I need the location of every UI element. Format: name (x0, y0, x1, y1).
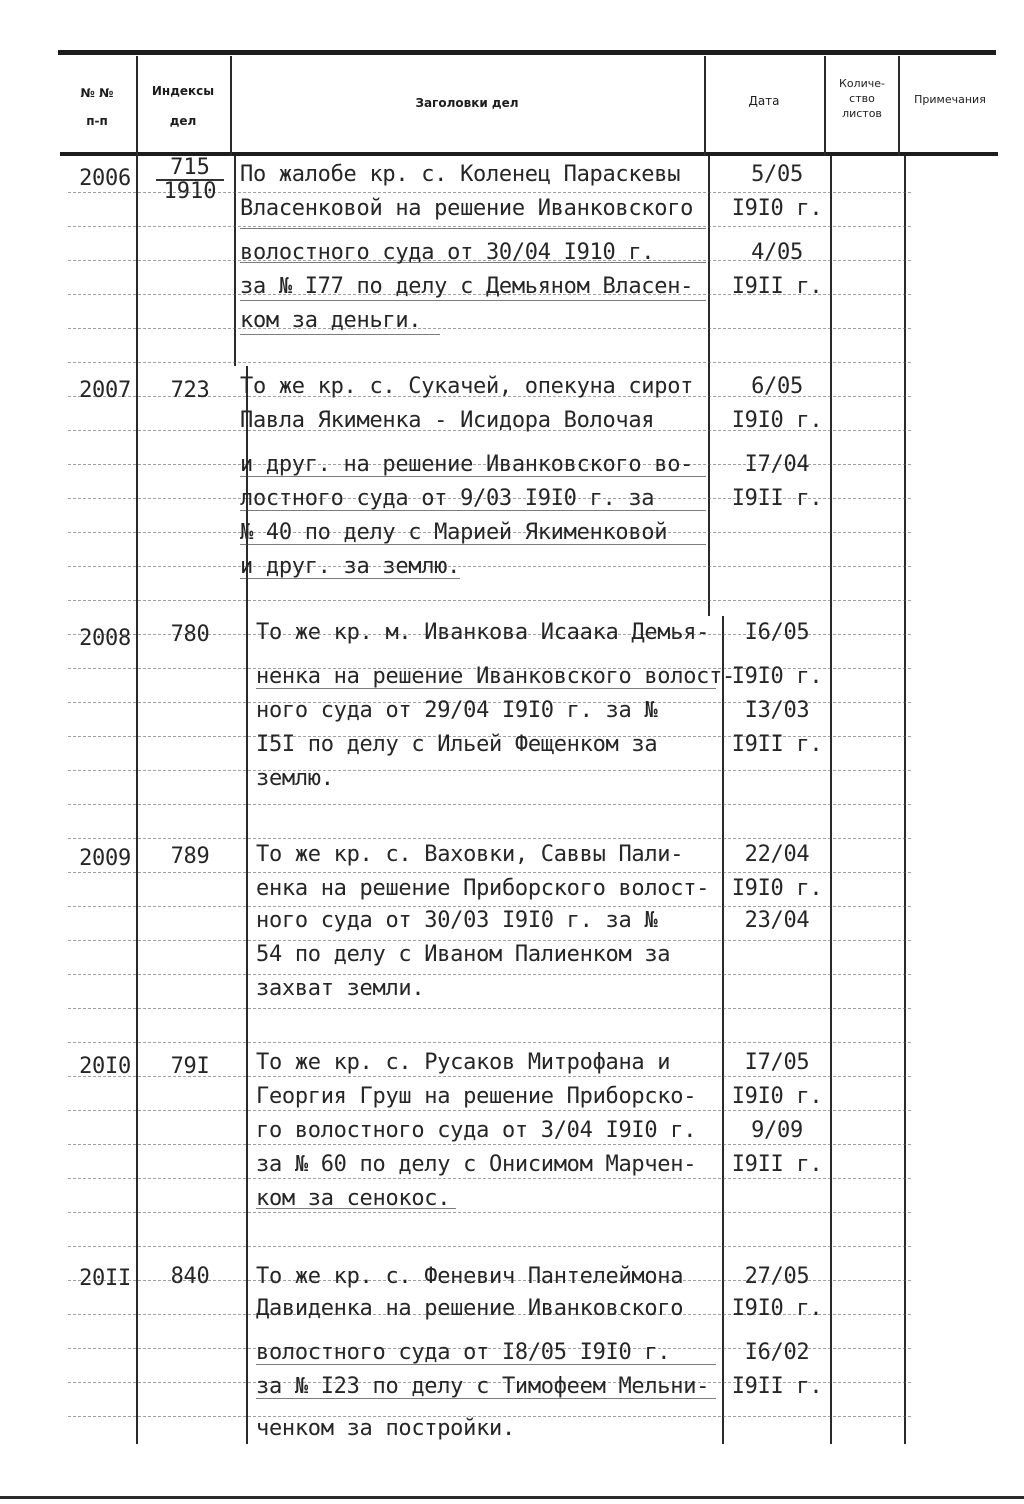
entry-date: 5/05 (751, 162, 803, 187)
entry-title-line: То же кр. с. Ваховки, Саввы Пали- (256, 842, 684, 867)
text-underline (240, 228, 706, 229)
entry-title-line: 54 по делу с Иваном Палиенком за (256, 942, 671, 967)
entry-date: I9I0 г. (731, 408, 823, 433)
entry-title-line: лостного суда от 9/03 I9I0 г. за (240, 486, 655, 511)
entry-title-line: Давиденка на решение Иванковского (256, 1296, 684, 1321)
entry-date: 22/04 (744, 842, 810, 867)
entry-title-line: ненка на решение Иванковского волост- (256, 664, 735, 689)
ruled-line (68, 804, 911, 806)
entry-date: I9I0 г. (731, 196, 823, 221)
ruled-line (68, 974, 911, 976)
header-index-sub: дел (169, 114, 197, 128)
ruled-line (68, 770, 911, 772)
ruled-line (68, 838, 911, 840)
entry-title-line: волостного суда от 30/04 I910 г. (240, 240, 655, 265)
entry-date: I7/04 (744, 452, 810, 477)
entry-date: I6/02 (744, 1340, 810, 1365)
text-underline (240, 300, 706, 301)
header-date: Дата (748, 94, 780, 108)
entry-title-line: енка на решение Приборского волост- (256, 876, 710, 901)
entry-date: 23/04 (744, 908, 810, 933)
ruled-line (68, 328, 911, 330)
entry-date: I9II г. (731, 274, 823, 299)
entry-title-line: № 40 по делу с Марией Якименковой (240, 520, 668, 545)
entry-title-line: землю. (256, 766, 334, 791)
entry-title-line: за № 60 по делу с Онисимом Марчен- (256, 1152, 697, 1177)
header-sheet-count: Количе- ство листов (839, 77, 885, 120)
entry-title-line: захват земли. (256, 976, 425, 1001)
entry-number: 2009 (79, 846, 131, 871)
index-denominator: 1910 (163, 179, 217, 204)
index-numerator: 715 (170, 155, 210, 180)
entry-index: 723 (170, 378, 210, 403)
header-index: Индексы (151, 84, 215, 98)
entry-index: 780 (170, 622, 210, 647)
entry-index: 840 (170, 1264, 210, 1289)
header-title: Заголовки дел (415, 96, 519, 110)
header-number-label: № № (80, 86, 114, 100)
entry-title-line: го волостного суда от 3/04 I9I0 г. (256, 1118, 697, 1143)
header-number (60, 86, 134, 101)
ruled-line (68, 600, 911, 602)
entry-date: I7/05 (744, 1050, 810, 1075)
entry-index: 789 (170, 844, 210, 869)
entry-date: I9II г. (731, 732, 823, 757)
entry-title-line: ком за сенокос. (256, 1186, 451, 1211)
entry-title-line: и друг. на решение Иванковского во- (240, 452, 694, 477)
entry-title-line: за № I23 по делу с Тимофеем Мельни- (256, 1374, 710, 1399)
column-divider (136, 56, 138, 1444)
entry-title-line: Павла Якименка - Исидора Волочая (240, 408, 655, 433)
ruled-line (68, 1212, 911, 1214)
entry-title-line: По жалобе кр. с. Коленец Параскевы (240, 162, 681, 187)
entry-date: I9I0 г. (731, 876, 823, 901)
entry-number: 2008 (79, 626, 131, 651)
entry-title-line: Власенковой на решение Иванковского (240, 196, 694, 221)
entry-title-line: ченком за постройки. (256, 1416, 515, 1441)
entry-title-line: за № I77 по делу с Демьяном Власен- (240, 274, 694, 299)
ruled-line (68, 1110, 911, 1112)
header-number-sub: п-п (86, 114, 108, 128)
entry-date: I9I0 г. (731, 1296, 823, 1321)
entry-date: I6/05 (744, 620, 810, 645)
page-bottom-edge (0, 1496, 1024, 1499)
ruled-line (68, 1178, 911, 1180)
entry-date: I9II г. (731, 486, 823, 511)
entry-date: I9I0 г. (731, 1084, 823, 1109)
column-divider (904, 156, 906, 1444)
header-top-rule (58, 50, 996, 55)
entry-title-line: То же кр. с. Русаков Митрофана и (256, 1050, 671, 1075)
ruled-line (68, 872, 911, 874)
ruled-line (68, 1246, 911, 1248)
text-underline (240, 334, 440, 335)
column-divider (708, 156, 710, 616)
entry-title-line: ком за деньги. (240, 308, 422, 333)
entry-number: 20II (79, 1266, 131, 1291)
entry-title-line: ного суда от 30/03 I9I0 г. за № (256, 908, 658, 933)
ruled-line (68, 1042, 911, 1044)
ruled-line (68, 1144, 911, 1146)
entry-title-line: То же кр. с. Сукачей, опекуна сирот (240, 374, 694, 399)
ruled-line (68, 566, 911, 568)
ruled-line (68, 1008, 911, 1010)
entry-title-line: То же кр. м. Иванкова Исаака Демья- (256, 620, 710, 645)
entry-number: 2007 (79, 378, 131, 403)
column-divider (830, 156, 832, 1444)
entry-date: 4/05 (751, 240, 803, 265)
entry-date: 9/09 (751, 1118, 803, 1143)
entry-title-line: волостного суда от I8/05 I9I0 г. (256, 1340, 671, 1365)
entry-title-line: и друг. за землю. (240, 554, 461, 579)
entry-index (148, 155, 232, 204)
entry-date: I3/03 (744, 698, 810, 723)
entry-title-line: I5I по делу с Ильей Фещенком за (256, 732, 658, 757)
ruled-line (68, 362, 911, 364)
entry-number: 20I0 (79, 1054, 131, 1079)
entry-title-line: Георгия Груш на решение Приборско- (256, 1084, 697, 1109)
entry-date: I9I0 г. (731, 664, 823, 689)
entry-date: I9II г. (731, 1374, 823, 1399)
entry-date: I9II г. (731, 1152, 823, 1177)
entry-title-line: ного суда от 29/04 I9I0 г. за № (256, 698, 658, 723)
entry-date: 6/05 (751, 374, 803, 399)
entry-index: 79I (170, 1054, 210, 1079)
entry-number: 2006 (79, 166, 131, 191)
entry-date: 27/05 (744, 1264, 810, 1289)
entry-title-line: То же кр. с. Феневич Пантелеймона (256, 1264, 684, 1289)
header-notes: Примечания (914, 93, 986, 106)
